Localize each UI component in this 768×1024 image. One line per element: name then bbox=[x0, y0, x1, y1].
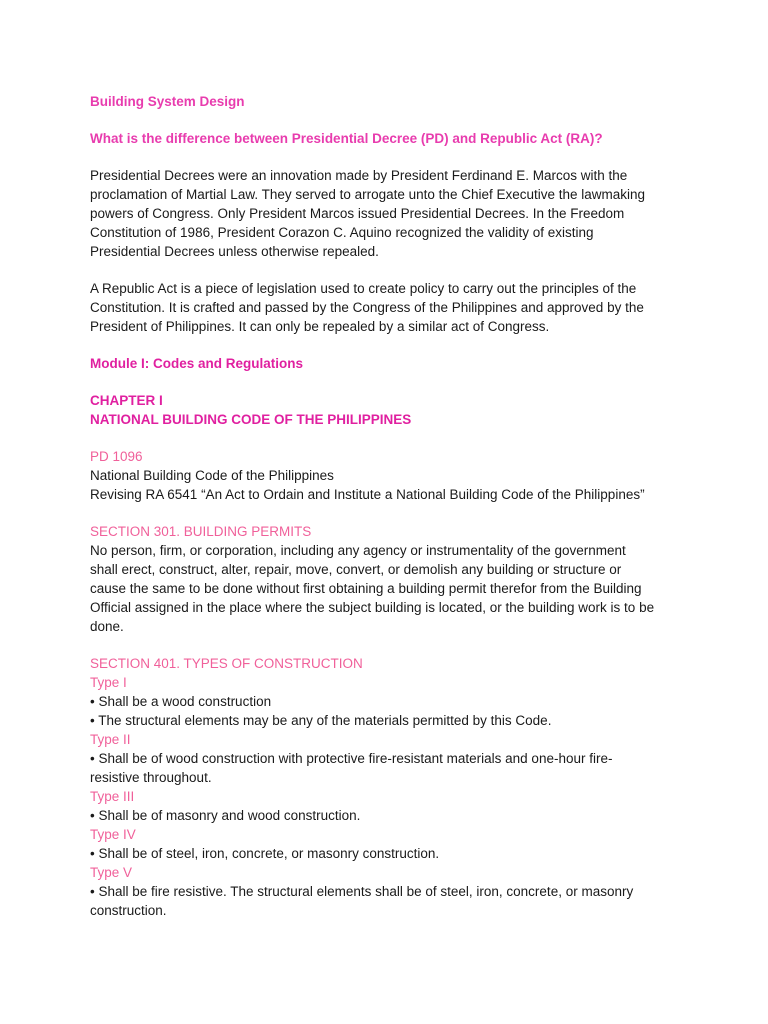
list-item: • The structural elements may be any of the materials permitted by this Code. bbox=[90, 713, 552, 728]
paragraph-line: Constitution. It is crafted and passed by the Congress of the Philippines and approved by the bbox=[90, 300, 644, 315]
list-item: construction. bbox=[90, 903, 167, 918]
paragraph-line: President of Philippines. It can only be repealed by a similar act of Congress. bbox=[90, 319, 550, 334]
paragraph-line: No person, firm, or corporation, including any agency or instrumentality of the government bbox=[90, 543, 626, 558]
section-301-title: SECTION 301. BUILDING PERMITS bbox=[90, 524, 312, 539]
module-heading: Module I: Codes and Regulations bbox=[90, 356, 304, 371]
pd-name: National Building Code of the Philippines bbox=[90, 468, 334, 483]
construction-type-3 bbox=[90, 787, 678, 825]
paragraph-line: Constitution of 1986, President Corazon C. Aquino recognized the validity of existing bbox=[90, 225, 594, 240]
paragraph-line: shall erect, construct, alter, repair, move, convert, or demolish any building or structure or bbox=[90, 562, 622, 577]
type-label: Type V bbox=[90, 865, 133, 880]
paragraph-line: A Republic Act is a piece of legislation used to create policy to carry out the principles of the bbox=[90, 281, 637, 296]
pd-number: PD 1096 bbox=[90, 449, 143, 464]
paragraph-line: Presidential Decrees were an innovation made by President Ferdinand E. Marcos with the bbox=[90, 168, 628, 183]
construction-type-2 bbox=[90, 730, 678, 787]
section-401-title: SECTION 401. TYPES OF CONSTRUCTION bbox=[90, 656, 363, 671]
type-label: Type II bbox=[90, 732, 131, 747]
paragraph-line: proclamation of Martial Law. They served to arrogate unto the Chief Executive the lawmaking bbox=[90, 187, 646, 202]
list-item: • Shall be of masonry and wood construction. bbox=[90, 808, 361, 823]
chapter-title: NATIONAL BUILDING CODE OF THE PHILIPPINES bbox=[90, 412, 412, 427]
list-item: resistive throughout. bbox=[90, 770, 212, 785]
paragraph-line: Official assigned in the place where the subject building is located, or the building work is to be bbox=[90, 600, 655, 615]
paragraph-line: Presidential Decrees unless otherwise repealed. bbox=[90, 244, 379, 259]
list-item: • Shall be a wood construction bbox=[90, 694, 272, 709]
chapter-label: CHAPTER I bbox=[90, 393, 163, 408]
section-301-text bbox=[90, 541, 678, 636]
paragraph-line: powers of Congress. Only President Marcos issued Presidential Decrees. In the Freedom bbox=[90, 206, 625, 221]
list-item: • Shall be of wood construction with protective fire-resistant materials and one-hour fire- bbox=[90, 751, 613, 766]
question-heading: What is the difference between Presidential Decree (PD) and Republic Act (RA)? bbox=[90, 131, 603, 146]
paragraph-line: cause the same to be done without first obtaining a building permit therefor from the Building bbox=[90, 581, 642, 596]
pd-revising: Revising RA 6541 “An Act to Ordain and Institute a National Building Code of the Philippines” bbox=[90, 487, 645, 502]
construction-type-5 bbox=[90, 863, 678, 920]
paragraph-line: done. bbox=[90, 619, 124, 634]
document-title: Building System Design bbox=[90, 94, 245, 109]
list-item: • Shall be of steel, iron, concrete, or masonry construction. bbox=[90, 846, 440, 861]
list-item: • Shall be fire resistive. The structural elements shall be of steel, iron, concrete, or masonry bbox=[90, 884, 634, 899]
type-label: Type IV bbox=[90, 827, 136, 842]
paragraph-presidential-decree bbox=[90, 166, 678, 261]
construction-type-4 bbox=[90, 825, 678, 863]
paragraph-republic-act bbox=[90, 279, 678, 336]
construction-type-1 bbox=[90, 673, 678, 730]
type-label: Type III bbox=[90, 789, 135, 804]
type-label: Type I bbox=[90, 675, 127, 690]
